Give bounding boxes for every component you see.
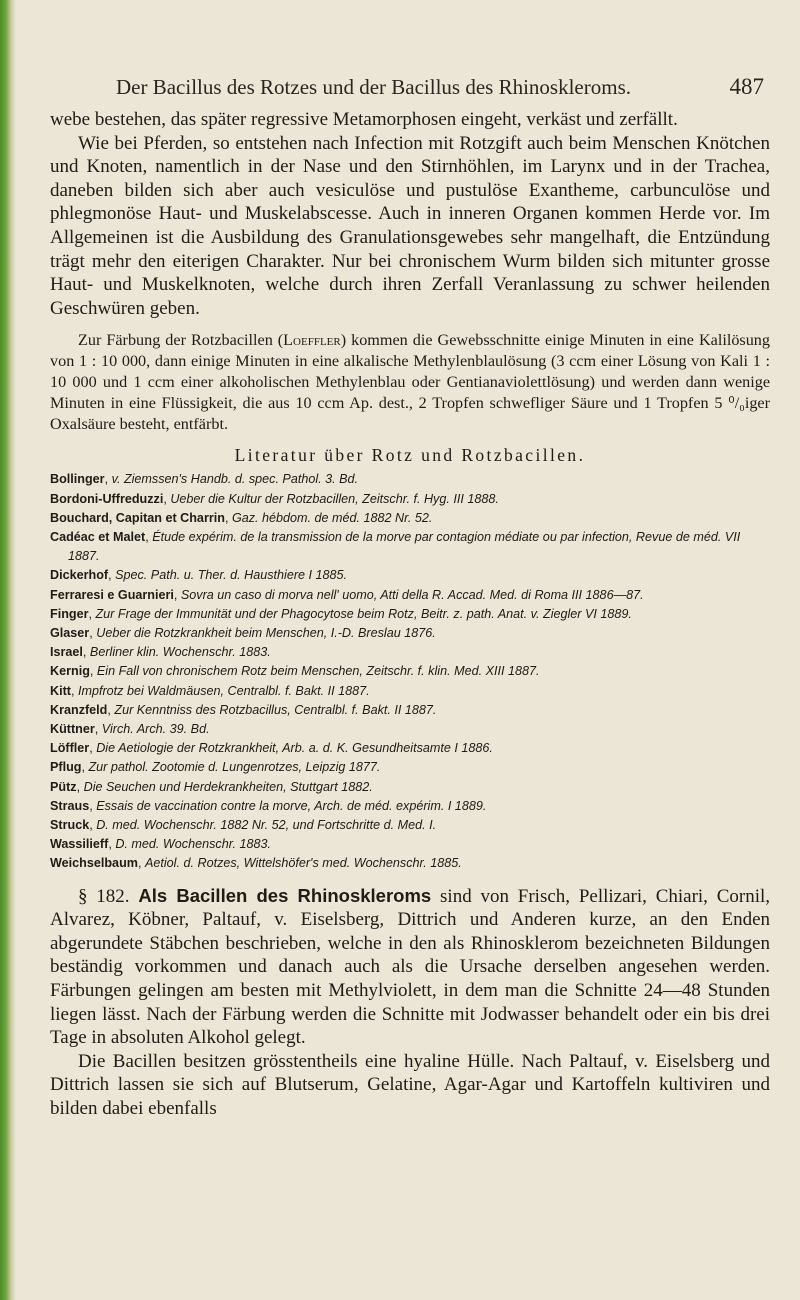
staining-author: Loeffler <box>283 331 341 350</box>
literature-entry: Straus, Essais de vaccination contre la morve, Arch. de méd. expérim. I 1889. <box>50 798 487 813</box>
literature-reference: Zur Kenntniss des Rotzbacillus, Centralbl. f. Bakt. II 1887. <box>114 702 437 717</box>
literature-reference: D. med. Wochenschr. 1882 Nr. 52, und Fortschritte d. Med. I. <box>96 818 437 832</box>
literature-author: Dickerhof <box>50 568 109 583</box>
literature-reference: Étude expérim. de la transmission de la morve par contagion médiate ou par infection, Revue de méd. VII 1887. <box>68 529 741 564</box>
section-182 <box>50 884 770 1121</box>
literature-reference: Gaz. hébdom. de méd. 1882 Nr. 52. <box>231 510 433 525</box>
literature-entry: Glaser, Ueber die Rotzkrankheit beim Menschen, I.-D. Breslau 1876. <box>50 625 436 640</box>
literature-author: Ferraresi e Guarnieri <box>50 587 174 602</box>
literature-entry: Kernig, Ein Fall von chronischem Rotz beim Menschen, Zeitschr. f. klin. Med. XIII 1887. <box>50 664 540 679</box>
page-number: 487 <box>729 74 764 99</box>
literature-reference: Zur Frage der Immunität und der Phagocytose beim Rotz, Beitr. z. path. Anat. v. Ziegler VI 1889. <box>95 606 632 621</box>
literature-reference: Ein Fall von chronischem Rotz beim Menschen, Zeitschr. f. klin. Med. XIII 1887. <box>96 664 540 679</box>
literature-reference: Sovra un caso di morva nell' uomo, Atti della R. Accad. Med. di Roma III 1886—87. <box>180 587 644 602</box>
literature-author: Bordoni-Uffreduzzi <box>50 491 164 506</box>
literature-author: Küttner <box>50 721 95 736</box>
staining-text-after: ) kommen die Gewebsschnitte einige Minuten in eine Kalilösung von 1 : 10 000, dann einige Minuten in eine alkalische Methylenblaulösung (3 ccm einer Lösung von Kali 1 : 10 000 und 1 ccm einer alkoholischen Methylenblau oder Gentianaviolettlösung) und werden dann wenige Minuten in eine Flüssigkeit, die aus 10 ccm Ap. dest., 2 Tropfen schwefliger Säure und 1 Tropfen 5 ⁰/₀iger Oxalsäure besteht, entfärbt. <box>50 331 770 434</box>
literature-entry: Pütz, Die Seuchen und Herdekrankheiten, Stuttgart 1882. <box>50 779 373 794</box>
literature-list <box>50 470 770 873</box>
book-binding-edge <box>0 0 16 1300</box>
literature-author: Kitt <box>50 683 71 698</box>
main-text <box>50 108 770 320</box>
section-text: sind von Frisch, Pellizari, Chiari, Cornil, Alvarez, Köbner, Paltauf, v. Eiselsberg, Dittrich und Anderen kurze, an den Enden abgerundete Stäbchen beschrieben, welche in den als Rhinosklerom bezeichneten Bildungen beständig vorkommen und danach auch als die Ursache derselben angesehen werden. Färbungen gelingen am besten mit Methylviolett, in dem man die Schnitte 24—48 Stunden liegen lässt. Nach der Färbung werden die Schnitte mit Jodwasser behandelt oder ein bis drei Tage in absoluten Alkohol gelegt. <box>50 885 771 1049</box>
literature-entry: Pflug, Zur pathol. Zootomie d. Lungenrotzes, Leipzig 1877. <box>50 760 381 775</box>
literature-reference: Spec. Path. u. Ther. d. Hausthiere I 1885. <box>115 568 348 583</box>
literature-author: Struck <box>50 818 90 832</box>
literature-entry: Kranzfeld, Zur Kenntniss des Rotzbacillus, Centralbl. f. Bakt. II 1887. <box>50 702 437 717</box>
staining-note <box>50 330 770 435</box>
literature-entry: Ferraresi e Guarnieri, Sovra un caso di morva nell' uomo, Atti della R. Accad. Med. di Roma III 1886—87. <box>50 587 644 602</box>
literature-entry: Israel, Berliner klin. Wochenschr. 1883. <box>50 645 271 660</box>
literature-reference: D. med. Wochenschr. 1883. <box>115 837 271 852</box>
paragraph-1: webe bestehen, das später regressive Metamorphosen eingeht, verkäst und zerfällt. <box>50 109 678 130</box>
book-page <box>50 74 770 1284</box>
literature-entry: Finger, Zur Frage der Immunität und der Phagocytose beim Rotz, Beitr. z. path. Anat. v. Ziegler VI 1889. <box>50 606 632 621</box>
literature-reference: Berliner klin. Wochenschr. 1883. <box>89 645 271 660</box>
literature-author: Wassilieff <box>50 837 109 852</box>
paragraph-2: Wie bei Pferden, so entstehen nach Infection mit Rotzgift auch beim Menschen Knötchen und Knoten, namentlich in der Nase und den Stirnhöhlen, im Larynx und in der Trachea, daneben bilden sich aber auch vesiculöse und pustulöse Exantheme, carbunculöse und phlegmonöse Haut- und Muskelabscesse. Auch in inneren Organen kommen Herde vor. Im Allgemeinen ist die Ausbildung des Granulationsgewebes sehr mangelhaft, die Entzündung trägt mehr den eiterigen Charakter. Nur bei chronischem Wurm bilden sich mitunter grosse Haut- und Muskelknoten, welche durch ihren Zerfall Veranlassung zu schwer heilenden Geschwüren geben. <box>50 132 770 319</box>
literature-entry: Struck, D. med. Wochenschr. 1882 Nr. 52, und Fortschritte d. Med. I. <box>50 818 437 832</box>
literature-author: Straus <box>50 798 90 813</box>
literature-author: Löffler <box>50 741 90 756</box>
literature-entry: Bordoni-Uffreduzzi, Ueber die Kultur der Rotzbacillen, Zeitschr. f. Hyg. III 1888. <box>50 491 499 506</box>
literature-entry: Bollinger, v. Ziemssen's Handb. d. spec. Pathol. 3. Bd. <box>50 472 359 487</box>
literature-entry: Bouchard, Capitan et Charrin, Gaz. hébdom. de méd. 1882 Nr. 52. <box>50 510 433 525</box>
section-number: § 182. <box>78 885 130 907</box>
running-header <box>50 74 770 100</box>
literature-reference: Ueber die Rotzkrankheit beim Menschen, I.-D. Breslau 1876. <box>96 625 436 640</box>
literature-author: Bollinger <box>50 472 105 487</box>
literature-author: Finger <box>50 606 89 621</box>
literature-entry: Weichselbaum, Aetiol. d. Rotzes, Wittelshöfer's med. Wochenschr. 1885. <box>50 856 462 871</box>
literature-reference: Ueber die Kultur der Rotzbacillen, Zeitschr. f. Hyg. III 1888. <box>170 491 499 506</box>
literature-entry: Dickerhof, Spec. Path. u. Ther. d. Hausthiere I 1885. <box>50 568 348 583</box>
literature-author: Kranzfeld <box>50 702 108 717</box>
literature-entry: Cadéac et Malet, Étude expérim. de la transmission de la morve par contagion médiate ou par infection, Revue de méd. VII 1887. <box>50 529 741 564</box>
literature-entry: Kitt, Impfrotz bei Waldmäusen, Centralbl. f. Bakt. II 1887. <box>50 683 370 698</box>
section-paragraph-2: Die Bacillen besitzen grösstentheils eine hyaline Hülle. Nach Paltauf, v. Eiselsberg und Dittrich lassen sie sich auf Blutserum, Gelatine, Agar-Agar und Kartoffeln kultiviren und bilden dabei ebenfalls <box>50 1050 770 1119</box>
literature-reference: Impfrotz bei Waldmäusen, Centralbl. f. Bakt. II 1887. <box>77 683 370 698</box>
literature-entry: Löffler, Die Aetiologie der Rotzkrankheit, Arb. a. d. K. Gesundheitsamte I 1886. <box>50 741 493 756</box>
literature-reference: Die Seuchen und Herdekrankheiten, Stuttgart 1882. <box>83 779 373 794</box>
literature-reference: Aetiol. d. Rotzes, Wittelshöfer's med. Wochenschr. 1885. <box>144 856 462 871</box>
literature-author: Cadéac et Malet <box>50 529 146 544</box>
literature-entry: Küttner, Virch. Arch. 39. Bd. <box>50 721 210 736</box>
literature-author: Pflug <box>50 760 82 775</box>
literature-reference: Zur pathol. Zootomie d. Lungenrotzes, Leipzig 1877. <box>88 760 381 775</box>
literature-entry: Wassilieff, D. med. Wochenschr. 1883. <box>50 837 271 852</box>
literature-reference: Die Aetiologie der Rotzkrankheit, Arb. a. d. K. Gesundheitsamte I 1886. <box>96 741 493 756</box>
literature-author: Weichselbaum <box>50 856 138 871</box>
running-title: Der Bacillus des Rotzes und der Bacillus des Rhinoskleroms. <box>116 75 632 99</box>
literature-author: Pütz <box>50 779 77 794</box>
section-heading: Als Bacillen des Rhinoskleroms <box>138 884 432 906</box>
literature-reference: Essais de vaccination contre la morve, Arch. de méd. expérim. I 1889. <box>96 798 487 813</box>
staining-text-before: Zur Färbung der Rotzbacillen ( <box>78 331 284 350</box>
literature-author: Israel <box>50 645 83 660</box>
literature-reference: Virch. Arch. 39. Bd. <box>101 721 210 736</box>
literature-heading: Literatur über Rotz und Rotzbacillen. <box>234 445 586 466</box>
literature-author: Bouchard, Capitan et Charrin <box>50 510 225 525</box>
literature-author: Kernig <box>50 664 90 679</box>
literature-author: Glaser <box>50 625 90 640</box>
literature-reference: v. Ziemssen's Handb. d. spec. Pathol. 3. Bd. <box>111 472 359 487</box>
